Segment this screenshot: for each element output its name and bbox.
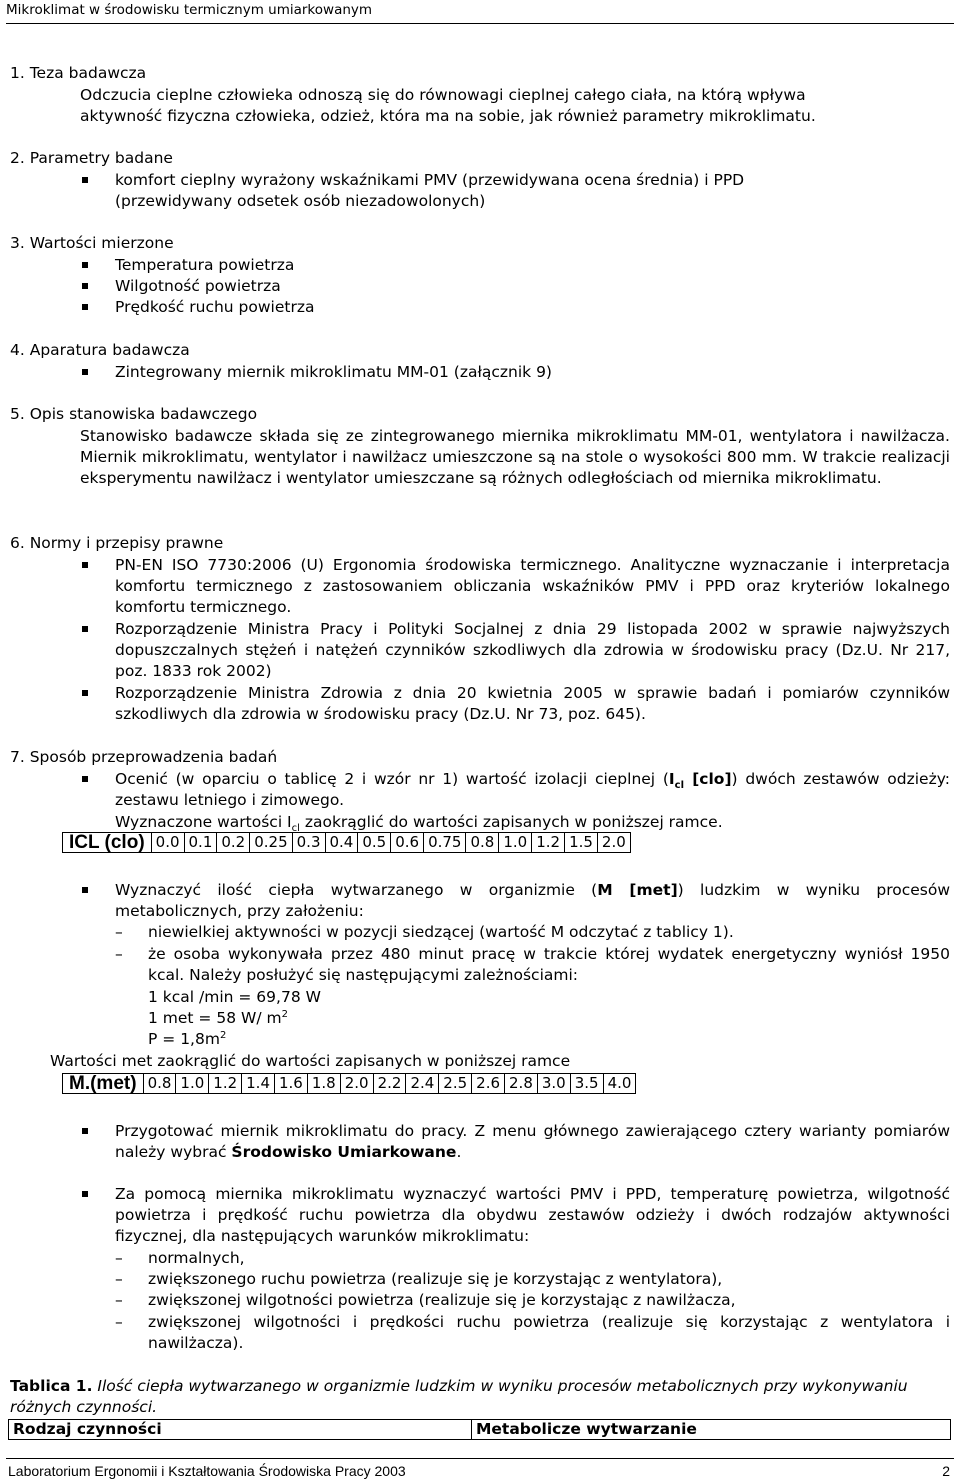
condition-item: – zwiększonej wilgotności i prędkości ruchu powietrza (realizuje się korzystając z wentylatora i nawilżacza). [148, 1312, 950, 1354]
met-symbol: M [met] [597, 881, 678, 899]
table-value-cell: 2.5 [439, 1074, 472, 1094]
page-footer: Laboratorium Ergonomii i Kształtowania Środowiska Pracy 2003 [8, 1463, 406, 1479]
norm-item: Rozporządzenie Ministra Zdrowia z dnia 20 kwietnia 2005 w sprawie badań i pomiarów czynników szkodliwych dla zdrowia w środowisku pracy (Dz.U. Nr 73, poz. 645). [115, 684, 950, 723]
table-value-cell: 1.5 [565, 833, 598, 853]
column-header-activity: Rodzaj czynności [9, 1420, 472, 1440]
table-value-cell: 1.6 [275, 1074, 308, 1094]
condition-item: – zwiększonego ruchu powietrza (realizuje się je korzystając z wentylatora), [148, 1269, 722, 1290]
equation-text: 1 met = 58 W/ m [148, 1009, 282, 1027]
equation: 1 kcal /min = 69,78 W [148, 988, 321, 1006]
table-value-cell: 0.6 [391, 833, 424, 853]
note-text: Wyznaczone wartości I [115, 813, 292, 831]
icl-values-table [62, 832, 631, 853]
page-header: Mikroklimat w środowisku termicznym umiarkowanym [6, 2, 373, 18]
assumption-item: – że osoba wykonywała przez 480 minut pracę w trakcie której wydatek energetyczny wyniósł 1950 kcal. Należy posłużyć się następującymi zależnościami: [148, 944, 950, 986]
equation-exponent: 2 [219, 1029, 227, 1041]
table-value-cell: 0.8 [143, 1074, 176, 1094]
condition-item: – normalnych, [148, 1248, 245, 1269]
table-1-label: Tablica 1. [10, 1377, 93, 1395]
table-value-cell: 1.4 [242, 1074, 275, 1094]
page-number: 2 [942, 1463, 950, 1479]
table-value-cell: 2.6 [472, 1074, 505, 1094]
table-1-caption-text: Ilość ciepła wytwarzanego w organizmie ludzkim w wyniku procesów metabolicznych przy wykonywaniu różnych czynności. [10, 1377, 908, 1416]
section-5-heading: 5. Opis stanowiska badawczego [10, 405, 258, 423]
step-text: Przygotować miernik mikroklimatu do pracy. Z menu głównego zawierającego cztery warianty pomiarów należy wybrać [115, 1122, 950, 1161]
step-text: . [456, 1143, 462, 1161]
icl-rounding-note [115, 812, 723, 833]
met-rounding-note: Wartości met zaokrąglić do wartości zapisanych w poniższej ramce [50, 1052, 571, 1070]
table-value-cell: 1.2 [209, 1074, 242, 1094]
section-2-item-line-1: komfort cieplny wyrażony wskaźnikami PMV (przewidywana ocena średnia) i PPD [115, 171, 745, 189]
note-text: zaokrąglić do wartości zapisanych w poniższej ramce. [299, 813, 723, 831]
column-header-metabolic: Metabolicze wytwarzanie [472, 1420, 951, 1440]
section-1-text-line-2: aktywność fizyczna człowieka, odzież, która ma na sobie, jak również parametry mikroklimatu. [80, 107, 816, 125]
section-2-item-line-2: (przewidywany odsetek osób niezadowolonych) [115, 192, 486, 210]
table-value-cell: 0.5 [358, 833, 391, 853]
equation-exponent: 2 [281, 1008, 288, 1020]
footer-rule [6, 1458, 954, 1459]
icl-symbol: I [668, 770, 675, 788]
condition-item: – zwiększonej wilgotności powietrza (realizuje się je korzystając z nawilżacza, [148, 1290, 736, 1311]
measured-value-item: Temperatura powietrza [115, 256, 295, 274]
table-value-cell: 4.0 [603, 1074, 636, 1094]
section-3-heading: 3. Wartości mierzone [10, 234, 174, 252]
section-4-heading: 4. Aparatura badawcza [10, 341, 190, 359]
icl-unit: [clo] [684, 770, 732, 788]
measurement-step: Za pomocą miernika mikroklimatu wyznaczyć wartości PMV i PPD, temperaturę powietrza, wilgotność powietrza i prędkość ruchu powietrza dla obydwu zestawów odzieży i dwóch rodzajów aktywności fizycznej, dla następujących warunków mikroklimatu: [115, 1185, 950, 1245]
note-subscript: cl [291, 823, 300, 835]
section-1-heading: 1. Teza badawcza [10, 64, 147, 82]
table-value-cell: 0.75 [424, 833, 466, 853]
clothing-insulation-step [115, 769, 950, 811]
table-value-cell: 0.25 [250, 833, 292, 853]
norm-item: Rozporządzenie Ministra Pracy i Polityki Socjalnej z dnia 29 listopada 2002 w sprawie najwyższych dopuszczalnych stężeń i natężeń czynników szkodliwych dla zdrowia w środowisku pracy (Dz.U. Nr 217, poz. 1833 rok 2002) [115, 620, 950, 680]
icl-subscript: cl [674, 780, 685, 792]
header-rule [6, 23, 954, 24]
metabolic-step [115, 880, 950, 922]
equation [148, 1029, 226, 1050]
section-6-heading: 6. Normy i przepisy prawne [10, 534, 224, 552]
step-text: ) ludzkim w wyniku procesów metabolicznych, przy założeniu: [115, 881, 951, 920]
step-text: Ocenić (w oparciu o tablicę 2 i wzór nr 1) wartość izolacji cieplnej ( [115, 770, 669, 788]
table-value-cell: 0.1 [184, 833, 217, 853]
table-value-cell: 2.8 [505, 1074, 538, 1094]
table-value-cell: 1.2 [532, 833, 565, 853]
section-2-item [115, 170, 744, 212]
equation-text: P = 1,8m [148, 1030, 220, 1048]
step-text: Wyznaczyć ilość ciepła wytwarzanego w organizmie ( [115, 881, 598, 899]
table-value-cell: 1.0 [176, 1074, 209, 1094]
measured-value-item: Prędkość ruchu powietrza [115, 298, 315, 316]
table-value-cell: 0.0 [151, 833, 184, 853]
apparatus-item: Zintegrowany miernik mikroklimatu MM-01 (załącznik 9) [115, 363, 552, 381]
table-value-cell: 2.4 [406, 1074, 439, 1094]
norm-item: PN-EN ISO 7730:2006 (U) Ergonomia środowiska termicznego. Analityczne wyznaczanie i interpretacja komfortu termicznego z zastosowaniem obliczania wskaźników PMV i PPD oraz kryteriów lokalnego komfortu termicznego. [115, 556, 950, 616]
section-1-text-line-1: Odczucia cieplne człowieka odnoszą się do równowagi cieplnej całego ciała, na którą wpływa [80, 86, 806, 104]
table-1-caption [10, 1376, 950, 1418]
table-value-cell: 0.8 [466, 833, 499, 853]
table-1-header [8, 1419, 951, 1440]
table-value-cell: 2.0 [340, 1074, 373, 1094]
table-value-cell: 1.0 [499, 833, 532, 853]
menu-option: Środowisko Umiarkowane [231, 1143, 457, 1161]
step-text: ) dwóch zestawów odzieży: zestawu letniego i zimowego. [115, 770, 950, 809]
icl-label: ICL (clo) [63, 833, 152, 853]
table-value-cell: 3.5 [570, 1074, 603, 1094]
met-values-table [62, 1073, 636, 1094]
table-value-cell: 0.3 [292, 833, 325, 853]
section-7-heading: 7. Sposób przeprowadzenia badań [10, 748, 278, 766]
table-value-cell: 3.0 [537, 1074, 570, 1094]
assumption-item: – niewielkiej aktywności w pozycji siedzącej (wartość M odczytać z tablicy 1). [148, 922, 950, 943]
met-label: M.(met) [63, 1074, 144, 1094]
table-value-cell: 2.2 [373, 1074, 406, 1094]
section-2-heading: 2. Parametry badane [10, 149, 173, 167]
measured-value-item: Wilgotność powietrza [115, 277, 281, 295]
table-value-cell: 1.8 [307, 1074, 340, 1094]
section-5-text: Stanowisko badawcze składa się ze zintegrowanego miernika mikroklimatu MM-01, wentylatora i nawilżacza. Miernik mikroklimatu, wentylator i nawilżacz umieszczone są na stole o wysokości 800 mm. W trakcie realizacji eksperymentu nawilżacz i wentylator umieszczane są różnych odległościach od miernika mikroklimatu. [80, 427, 950, 487]
table-value-cell: 0.2 [217, 833, 250, 853]
equation [148, 1008, 288, 1029]
prepare-meter-step [115, 1121, 950, 1163]
table-value-cell: 2.0 [597, 833, 630, 853]
table-value-cell: 0.4 [325, 833, 358, 853]
